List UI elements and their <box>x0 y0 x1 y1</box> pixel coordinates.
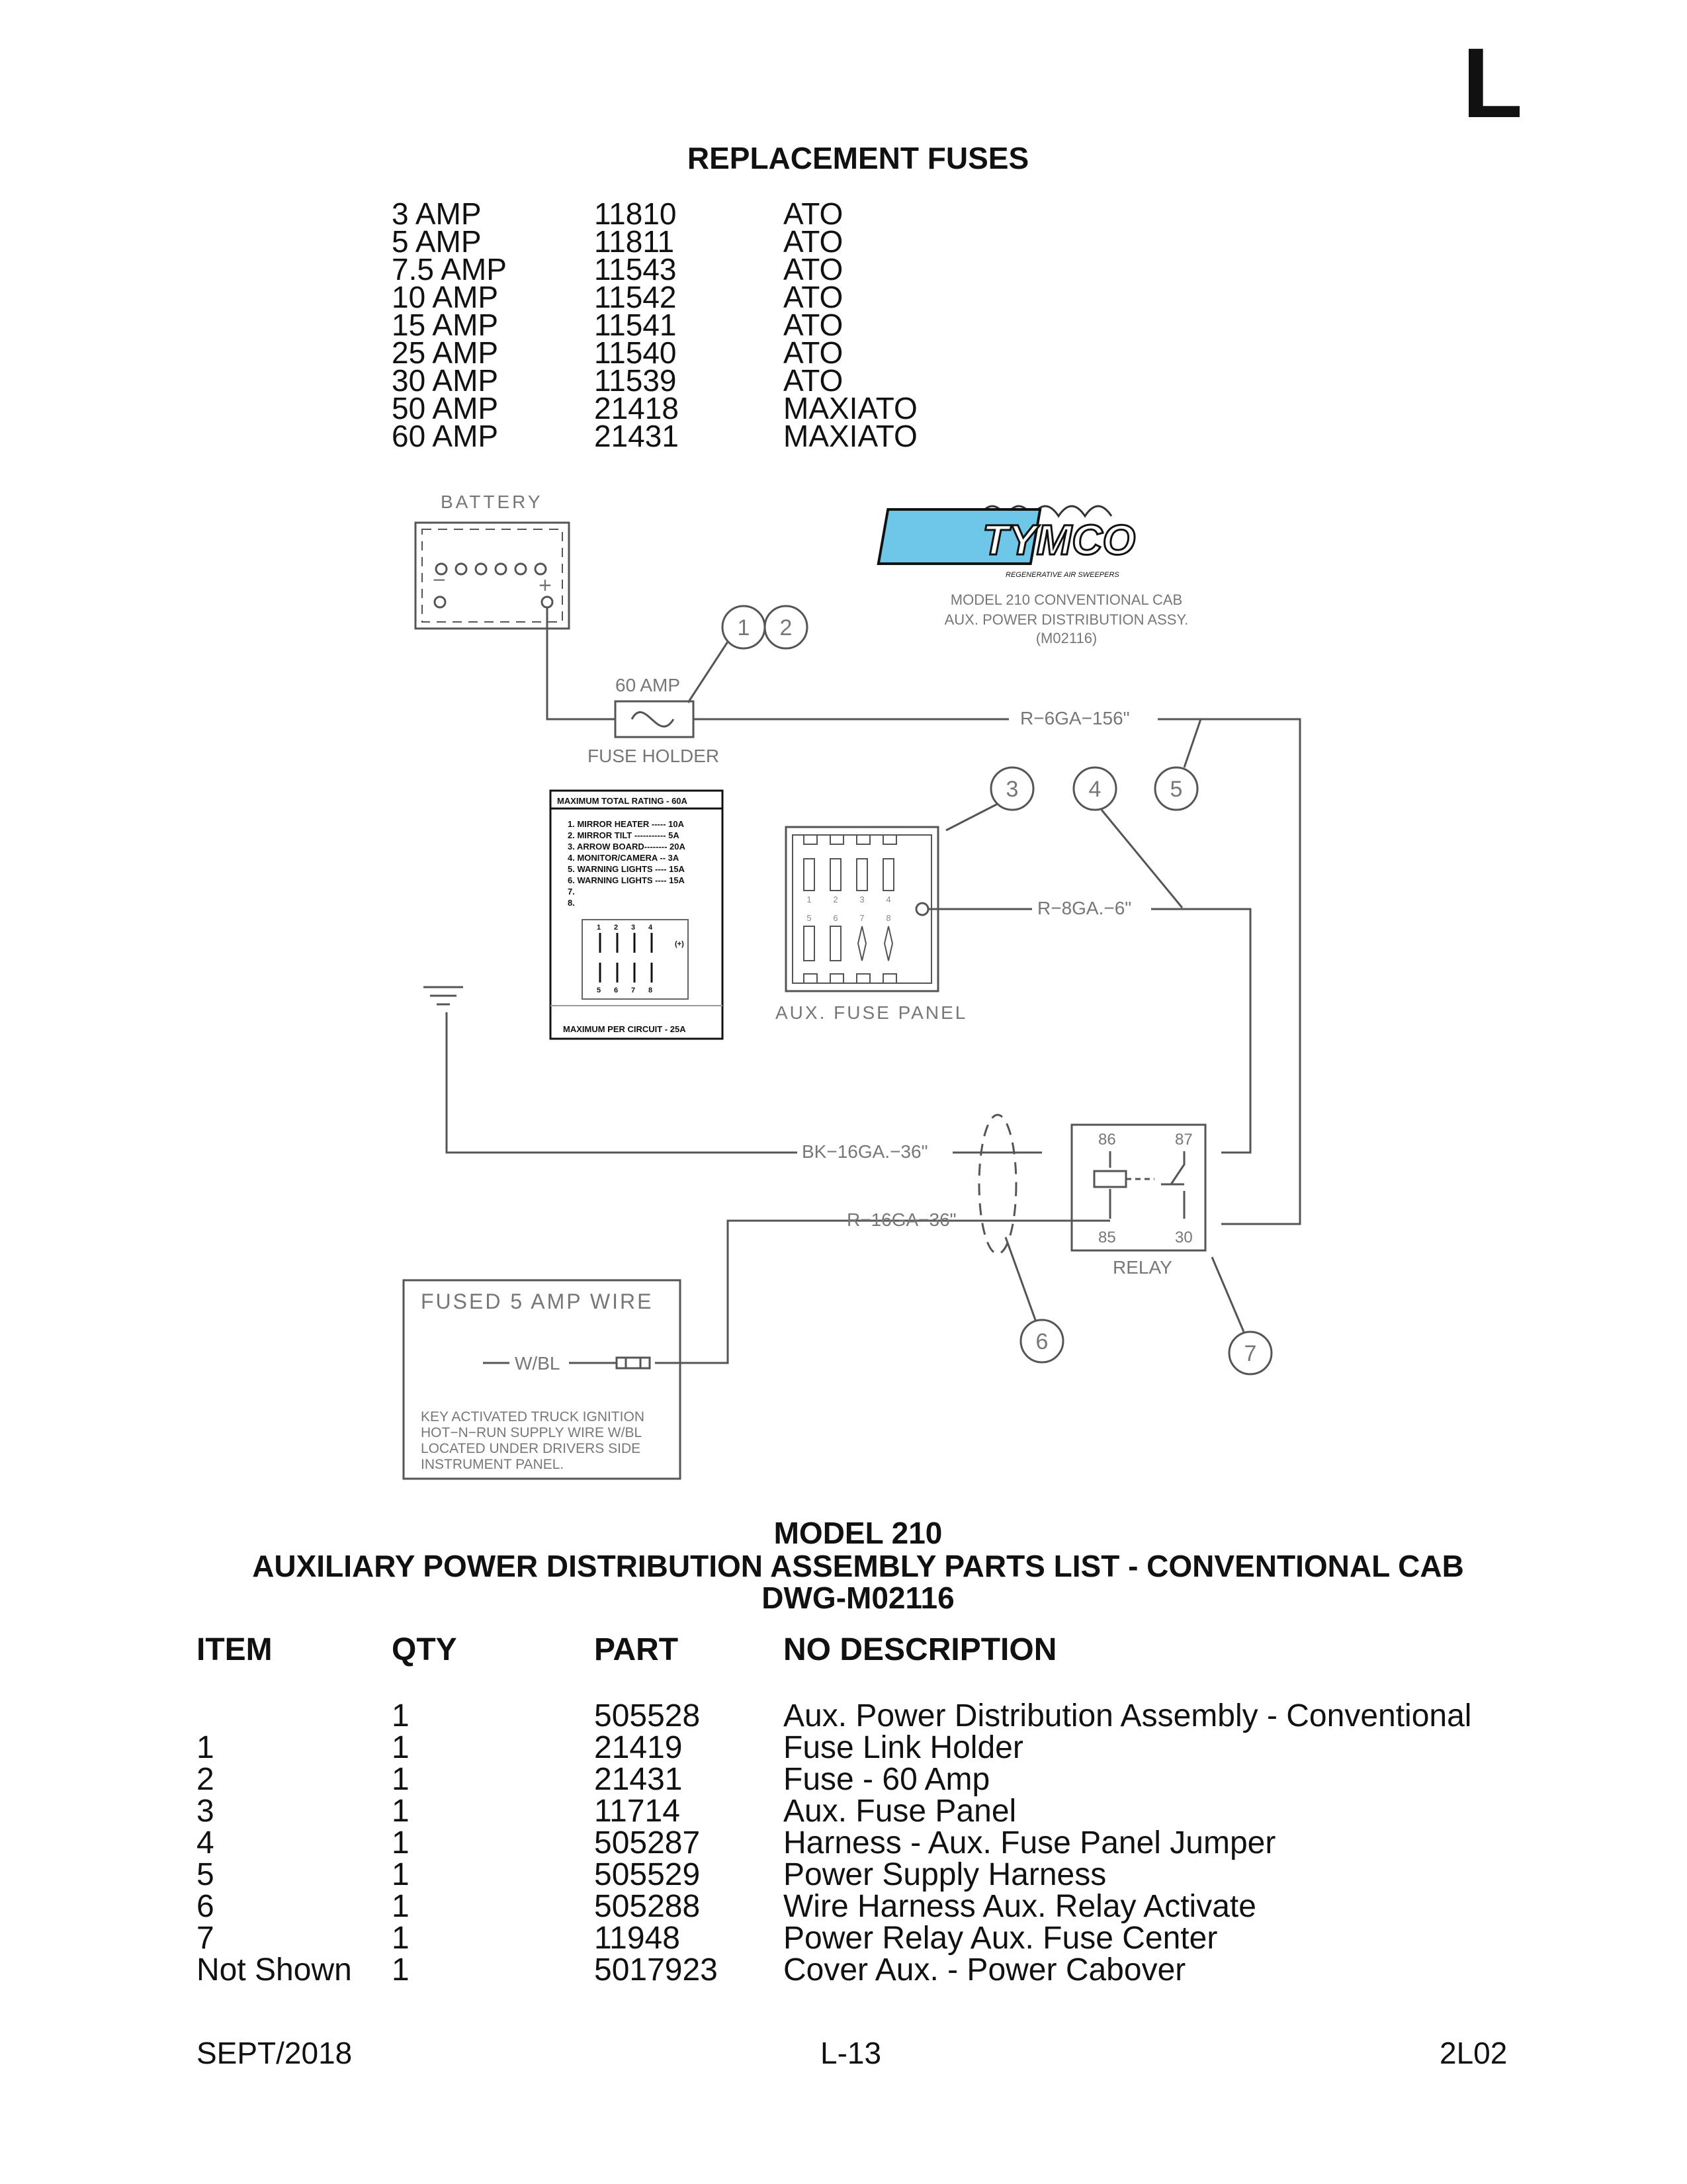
fuse-rating: 15 AMP <box>392 308 499 342</box>
fuse-part: 11543 <box>594 252 677 286</box>
description-cell: Aux. Power Distribution Assembly - Conventional <box>783 1698 1472 1733</box>
fuse-type: ATO <box>783 280 844 314</box>
battery-minus-label: − <box>433 568 446 593</box>
relay-pin-85: 85 <box>1098 1229 1116 1246</box>
panel-slot-number: 5 <box>806 913 812 923</box>
battery-positive-terminal <box>542 597 552 607</box>
label-card-slot: 8 <box>648 986 653 994</box>
item-cell: 7 <box>196 1921 214 1956</box>
fuse-type: ATO <box>783 363 844 398</box>
relay-pin-87: 87 <box>1175 1131 1193 1149</box>
description-cell: Power Supply Harness <box>783 1857 1107 1892</box>
callout-6-label: 6 <box>1035 1329 1049 1354</box>
fuse-type: MAXIATO <box>783 391 918 425</box>
header-part: PART <box>594 1632 679 1667</box>
item-cell: 6 <box>196 1889 214 1924</box>
label-card-line: 4. MONITOR/CAMERA -- 3A <box>568 853 679 863</box>
label-card-line: 7. <box>568 887 575 896</box>
panel-slot-number: 7 <box>859 913 865 923</box>
label-card-line: 2. MIRROR TILT ----------- 5A <box>568 830 679 840</box>
label-card-slot: 5 <box>597 986 601 994</box>
description-cell: Fuse Link Holder <box>783 1730 1023 1765</box>
panel-slot-number: 6 <box>833 913 838 923</box>
part-cell: 505288 <box>594 1889 701 1924</box>
relay-pin-86: 86 <box>1098 1131 1116 1149</box>
wire-label-r6: R−6GA−156" <box>1020 708 1130 728</box>
header-item: ITEM <box>196 1632 273 1667</box>
description-cell: Harness - Aux. Fuse Panel Jumper <box>783 1825 1276 1860</box>
part-cell: 505529 <box>594 1857 701 1892</box>
header-qty: QTY <box>392 1632 457 1667</box>
qty-cell: 1 <box>392 1698 410 1733</box>
relay-pin-30: 30 <box>1175 1229 1193 1246</box>
panel-slot-number: 4 <box>886 895 891 904</box>
label-card-header: MAXIMUM TOTAL RATING - 60A <box>557 796 687 806</box>
tymco-logo <box>879 509 1135 579</box>
fused-wire-note-line: HOT−N−RUN SUPPLY WIRE W/BL <box>421 1425 642 1440</box>
item-cell: 4 <box>196 1825 214 1860</box>
wire-label-r16: R−16GA−36" <box>847 1209 957 1230</box>
fuse-type: ATO <box>783 252 844 286</box>
inline-fuse <box>617 1358 650 1368</box>
fused-wire-note-line: INSTRUMENT PANEL. <box>421 1457 564 1472</box>
fuse-part: 11810 <box>594 197 677 231</box>
panel-slot-number: 3 <box>859 895 865 904</box>
fuse-part: 11539 <box>594 363 677 398</box>
part-cell: 11948 <box>594 1921 680 1956</box>
label-card-line: 1. MIRROR HEATER ----- 10A <box>568 819 684 829</box>
header-description: NO DESCRIPTION <box>783 1632 1057 1667</box>
label-card-footer: MAXIMUM PER CIRCUIT - 25A <box>563 1024 686 1034</box>
fuse-type: ATO <box>783 335 844 370</box>
fuse-rating: 5 AMP <box>392 224 482 259</box>
callout-7-label: 7 <box>1244 1341 1257 1366</box>
panel-slot-number: 8 <box>886 913 891 923</box>
item-cell: 5 <box>196 1857 214 1892</box>
aux-fuse-panel-label: AUX. FUSE PANEL <box>775 1002 968 1023</box>
callout-5-label: 5 <box>1170 777 1183 802</box>
label-card-line: 8. <box>568 898 575 908</box>
fused-wire-label: W/BL <box>515 1353 560 1374</box>
logo-caption-line: AUX. POWER DISTRIBUTION ASSY. <box>944 611 1189 628</box>
logo-caption-line: (M02116) <box>1035 630 1098 646</box>
fuse-part: 11540 <box>594 335 677 370</box>
part-cell: 21431 <box>594 1762 683 1797</box>
fuse-part: 11541 <box>594 308 677 342</box>
replacement-fuses-title: REPLACEMENT FUSES <box>687 141 1029 175</box>
item-cell: Not Shown <box>196 1952 352 1987</box>
label-card-slot: 4 <box>648 924 653 932</box>
label-card-slot: 3 <box>631 924 636 932</box>
label-card-line: 5. WARNING LIGHTS ---- 15A <box>568 864 685 874</box>
qty-cell: 1 <box>392 1889 410 1924</box>
part-cell: 5017923 <box>594 1952 718 1987</box>
fuse-rating: 50 AMP <box>392 391 499 425</box>
fuse-rating: 10 AMP <box>392 280 499 314</box>
qty-cell: 1 <box>392 1857 410 1892</box>
section-letter: L <box>1462 27 1523 138</box>
battery-label: BATTERY <box>441 492 543 512</box>
panel-slot-number: 2 <box>833 895 838 904</box>
label-card-slot: 6 <box>614 986 619 994</box>
qty-cell: 1 <box>392 1825 410 1860</box>
panel-slot-number: 1 <box>806 895 812 904</box>
fuse-part: 21431 <box>594 419 679 453</box>
fused-wire-note-line: KEY ACTIVATED TRUCK IGNITION <box>421 1409 644 1424</box>
callout-4-label: 4 <box>1088 777 1102 802</box>
logo-text: TYMCO <box>982 516 1136 564</box>
relay-label: RELAY <box>1113 1257 1172 1278</box>
qty-cell: 1 <box>392 1952 410 1987</box>
label-card-slot: 2 <box>614 924 619 932</box>
label-card-polarity: (+) <box>675 940 684 948</box>
qty-cell: 1 <box>392 1921 410 1956</box>
fuse-part: 21418 <box>594 391 679 425</box>
part-cell: 505528 <box>594 1698 701 1733</box>
footer-code: 2L02 <box>1440 2036 1508 2070</box>
logo-tagline: REGENERATIVE AIR SWEEPERS <box>1006 571 1119 579</box>
wire-label-r8: R−8GA.−6" <box>1037 898 1132 918</box>
logo-caption-line: MODEL 210 CONVENTIONAL CAB <box>950 591 1183 608</box>
footer-date: SEPT/2018 <box>196 2036 353 2070</box>
description-cell: Fuse - 60 Amp <box>783 1762 990 1797</box>
description-cell: Cover Aux. - Power Cabover <box>783 1952 1186 1987</box>
label-card-slot: 7 <box>631 986 636 994</box>
fuse-rating: 3 AMP <box>392 197 482 231</box>
fused-wire-title: FUSED 5 AMP WIRE <box>421 1289 654 1313</box>
qty-cell: 1 <box>392 1762 410 1797</box>
label-card-slot: 1 <box>597 924 601 932</box>
part-cell: 21419 <box>594 1730 683 1765</box>
fuse-rating: 25 AMP <box>392 335 499 370</box>
fuse-rating: 7.5 AMP <box>392 252 507 286</box>
assembly-model: MODEL 210 <box>773 1516 943 1550</box>
item-cell: 1 <box>196 1730 214 1765</box>
part-cell: 505287 <box>594 1825 701 1860</box>
qty-cell: 1 <box>392 1794 410 1829</box>
fuse-type: ATO <box>783 197 844 231</box>
callout-1-label: 1 <box>737 615 750 640</box>
description-cell: Aux. Fuse Panel <box>783 1794 1017 1829</box>
fused-wire-note-line: LOCATED UNDER DRIVERS SIDE <box>421 1441 641 1456</box>
footer-page-number: L-13 <box>820 2036 882 2070</box>
fuse-holder-label: FUSE HOLDER <box>587 746 720 766</box>
assembly-drawing-number: DWG-M02116 <box>761 1581 955 1615</box>
label-card-line: 3. ARROW BOARD-------- 20A <box>568 842 685 852</box>
fuse-type: ATO <box>783 224 844 259</box>
item-cell: 2 <box>196 1762 214 1797</box>
callout-2-label: 2 <box>779 615 793 640</box>
fuse-rating: 60 AMP <box>392 419 499 453</box>
fuse-holder <box>615 701 693 737</box>
part-cell: 11714 <box>594 1794 680 1829</box>
assembly-title: AUXILIARY POWER DISTRIBUTION ASSEMBLY PARTS LIST - CONVENTIONAL CAB <box>252 1549 1464 1583</box>
battery-plus-label: + <box>539 573 552 598</box>
description-cell: Wire Harness Aux. Relay Activate <box>783 1889 1256 1924</box>
label-card-line: 6. WARNING LIGHTS ---- 15A <box>568 875 685 885</box>
fuse-type: MAXIATO <box>783 419 918 453</box>
fuse-part: 11542 <box>594 280 677 314</box>
callout-3-label: 3 <box>1006 777 1019 802</box>
wire-label-bk16: BK−16GA.−36" <box>802 1141 928 1162</box>
battery-negative-terminal <box>435 597 445 607</box>
item-cell: 3 <box>196 1794 214 1829</box>
qty-cell: 1 <box>392 1730 410 1765</box>
description-cell: Power Relay Aux. Fuse Center <box>783 1921 1218 1956</box>
fuse-part: 11811 <box>594 224 675 259</box>
fuse-type: ATO <box>783 308 844 342</box>
fuse-rating: 30 AMP <box>392 363 499 398</box>
fuse-rating-label: 60 AMP <box>615 675 681 695</box>
